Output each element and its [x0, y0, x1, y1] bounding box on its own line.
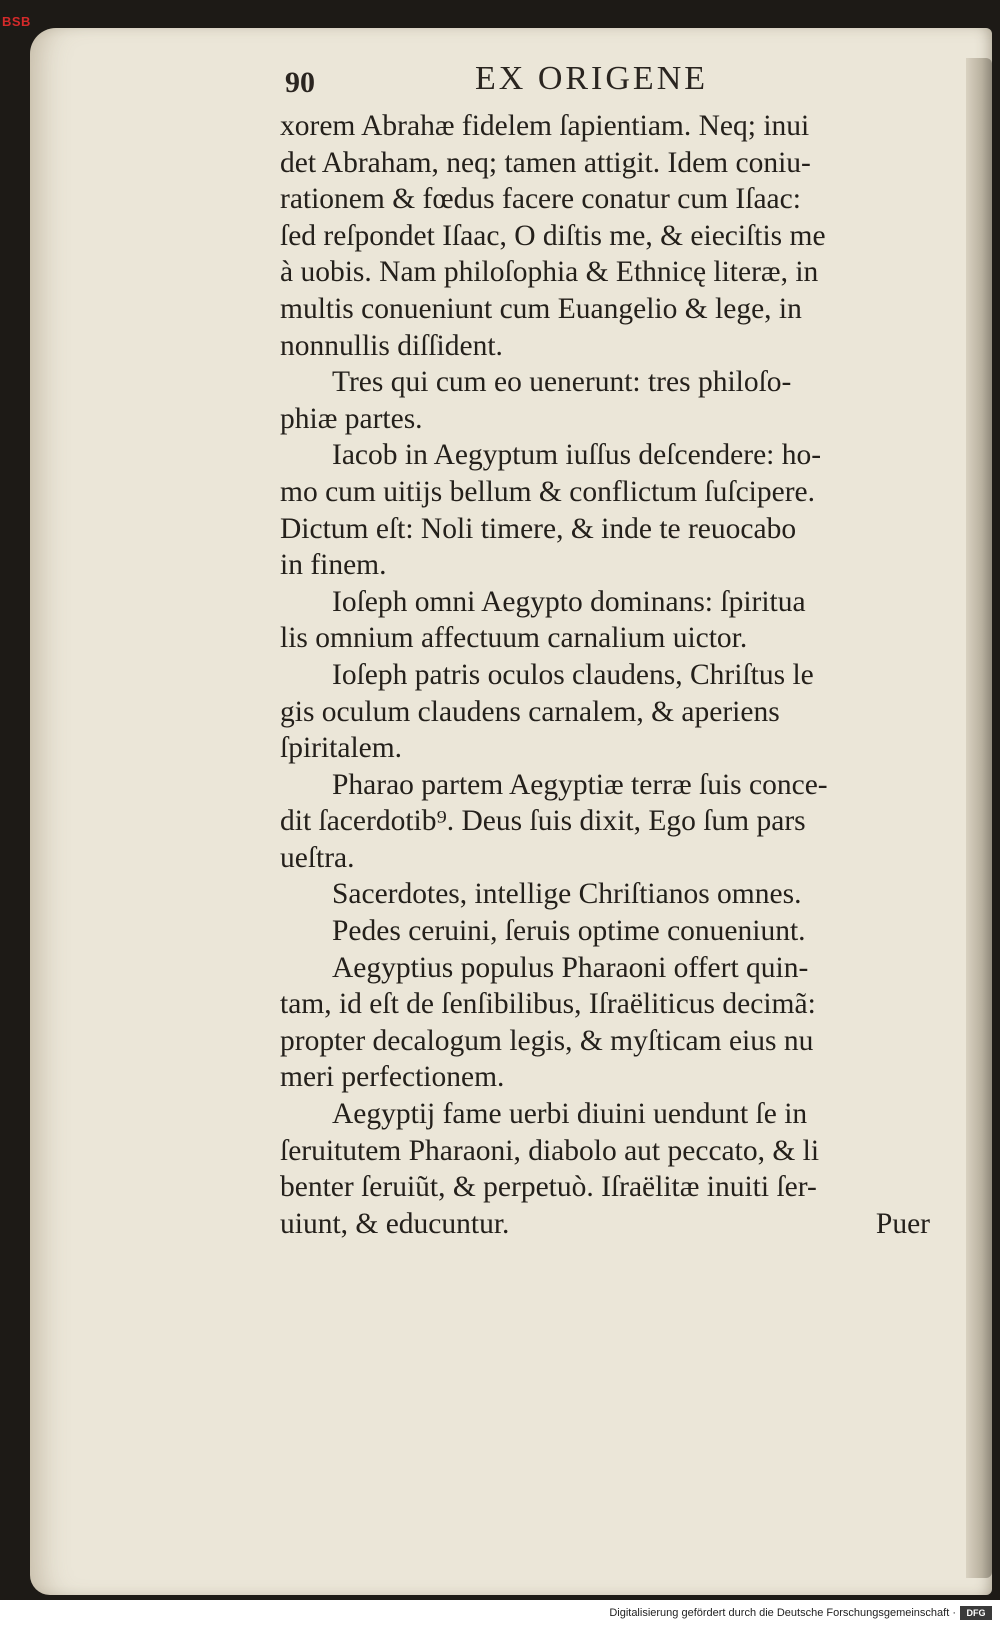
text-line: meri perfectionem.	[280, 1061, 505, 1094]
catchword: Puer	[875, 1207, 930, 1240]
last-line	[280, 1206, 930, 1243]
text-line: ſed reſpondet Iſaac, O diſtis me, & eieciſtis me	[280, 219, 826, 252]
text-line: benter ſeruiũt, & perpetuò. Iſraëlitæ inuiti ſer-	[280, 1171, 817, 1204]
text-line: Tres qui cum eo uenerunt: tres philoſo-	[332, 366, 792, 399]
text-line: rationem & fœdus facere conatur cum Iſaac:	[280, 183, 801, 216]
text-line: lis omnium affectuum carnalium uictor.	[280, 622, 748, 655]
page-number: 90	[285, 66, 315, 99]
text-line: Aegyptij fame uerbi diuini uendunt ſe in	[332, 1098, 808, 1131]
page-edge	[966, 58, 992, 1578]
text-line: multis conueniunt cum Euangelio & lege, in	[280, 292, 802, 325]
text-line: Iacob in Aegyptum iuſſus deſcendere: ho-	[332, 439, 822, 472]
last-line-text: uiunt, & educuntur.	[280, 1207, 510, 1240]
library-mark: BSB	[2, 14, 31, 29]
text-line: propter decalogum legis, & myſticam eius nu	[280, 1024, 814, 1057]
text-line: Ioſeph patris oculos claudens, Chriſtus le	[332, 658, 814, 691]
running-head	[285, 60, 925, 104]
text-line: mo cum uitijs bellum & conflictum ſuſcipere.	[280, 475, 815, 508]
text-line: dit ſacerdotib⁹. Deus ſuis dixit, Ego ſum pars	[280, 805, 806, 838]
text-line: Pharao partem Aegyptiæ terræ ſuis conce-	[332, 768, 828, 801]
text-line: à uobis. Nam philoſophia & Ethnicę literæ, in	[280, 256, 819, 289]
text-line: xorem Abrahæ fidelem ſapientiam. Neq; inui	[280, 110, 810, 142]
text-line: in finem.	[280, 549, 387, 582]
text-line: Aegyptius populus Pharaoni offert quin-	[332, 951, 809, 984]
funding-credit: Digitalisierung gefördert durch die Deutsche Forschungsgemeinschaft ·	[609, 1607, 956, 1619]
text-line: phiæ partes.	[280, 402, 423, 435]
footer	[0, 1600, 1000, 1626]
text-line: gis oculum claudens carnalem, & aperiens	[280, 695, 780, 728]
running-title: EX ORIGENE	[475, 60, 709, 97]
text-line: ſeruitutem Pharaoni, diabolo aut peccato, & li	[280, 1134, 820, 1167]
text-line: ſpiritalem.	[280, 732, 403, 765]
text-line: nonnullis diſſident.	[280, 329, 503, 362]
text-line: Sacerdotes, intellige Chriſtianos omnes.	[332, 878, 802, 911]
text-line: det Abraham, neq; tamen attigit. Idem coniu-	[280, 146, 811, 179]
text-line: Dictum eſt: Noli timere, & inde te reuocabo	[280, 512, 797, 545]
text-line: Pedes ceruini, ſeruis optime conueniunt.	[332, 915, 806, 948]
text-line: Ioſeph omni Aegypto dominans: ſpiritua	[332, 585, 806, 618]
text-line: ueſtra.	[280, 841, 355, 874]
text-block	[280, 108, 930, 1242]
dfg-logo: DFG	[960, 1606, 992, 1620]
text-line: tam, id eſt de ſenſibilibus, Iſraëliticus decimã:	[280, 988, 816, 1021]
